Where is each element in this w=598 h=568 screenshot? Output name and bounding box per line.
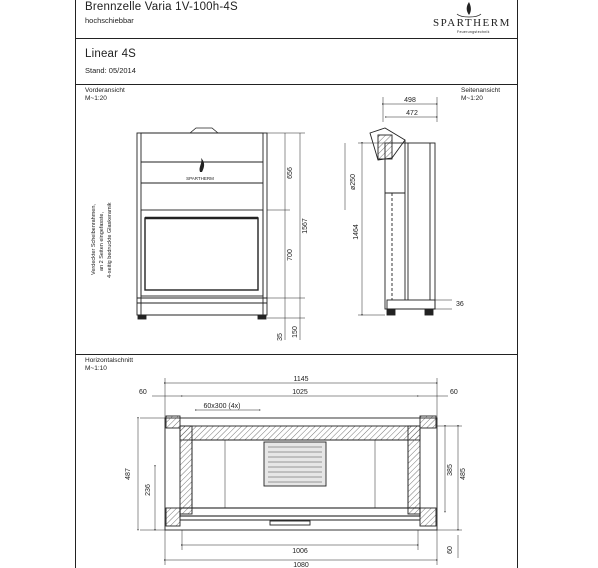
front-logo-text: SPARTHERM xyxy=(186,176,214,181)
dim-front-lower: 700 xyxy=(287,249,294,261)
section-view-title: Horizontalschnitt xyxy=(85,357,134,364)
dim-section-1145: 1145 xyxy=(293,376,309,383)
dim-section-1025: 1025 xyxy=(292,389,308,396)
front-view-scale: M~1:20 xyxy=(85,95,107,102)
revision-date: Stand: 05/2014 xyxy=(85,66,136,75)
dim-side-498: 498 xyxy=(404,97,416,104)
dim-side-472: 472 xyxy=(406,110,418,117)
product-title: Brennzelle Varia 1V-100h-4S xyxy=(85,1,238,13)
logo-wordmark: SPARTHERM xyxy=(433,17,511,29)
dim-front-total: 1567 xyxy=(302,218,309,234)
dim-section-1006: 1006 xyxy=(292,548,308,555)
dim-section-385: 385 xyxy=(447,464,454,476)
front-top-handle xyxy=(190,128,218,133)
dim-side-flue: ø250 xyxy=(350,174,357,190)
section-vent-grille xyxy=(264,442,326,486)
side-view xyxy=(345,97,452,315)
front-view-title: Vorderansicht xyxy=(85,87,125,94)
dim-front-upper: 656 xyxy=(287,167,294,179)
dim-side-height: 1464 xyxy=(353,224,360,240)
dim-side-36: 36 xyxy=(456,301,464,308)
section-glass xyxy=(180,508,420,516)
section-view-scale: M~1:10 xyxy=(85,365,107,372)
section-left-wall xyxy=(180,426,192,514)
side-note-line-3: 4-seitig bedruckte Glaskeramik xyxy=(107,202,113,278)
side-view-title: Seitenansicht xyxy=(461,87,501,94)
side-body xyxy=(385,143,435,309)
section-right-wall xyxy=(408,426,420,514)
dim-section-485: 485 xyxy=(460,468,467,480)
dim-section-60-right: 60 xyxy=(450,389,458,396)
front-view xyxy=(137,128,305,340)
side-note-line-2: an 2 Seiten eingefasste, xyxy=(99,211,105,271)
side-note-line-1: Verdeckter Scheibenrahmen, xyxy=(91,204,97,275)
product-subtitle: hochschiebbar xyxy=(85,16,134,25)
dim-section-487: 487 xyxy=(125,468,132,480)
section-back-wall xyxy=(180,426,420,440)
front-foot-left xyxy=(138,315,146,319)
dim-front-35: 35 xyxy=(277,333,284,341)
logo-tagline: Feuerungstechnik xyxy=(457,30,490,34)
model-name: Linear 4S xyxy=(85,48,137,60)
section-view xyxy=(138,378,462,565)
front-flame-icon xyxy=(200,158,205,172)
dim-section-236: 236 xyxy=(145,484,152,496)
dim-section-60-bottom: 60 xyxy=(447,546,454,554)
front-glass xyxy=(145,218,258,290)
dim-section-1080: 1080 xyxy=(293,562,309,568)
dim-front-150: 150 xyxy=(292,326,299,338)
front-foot-right xyxy=(258,315,266,319)
dim-section-vent: 60x300 (4x) xyxy=(203,403,241,410)
side-view-scale: M~1:20 xyxy=(461,95,483,102)
dim-section-60-left: 60 xyxy=(139,389,147,396)
